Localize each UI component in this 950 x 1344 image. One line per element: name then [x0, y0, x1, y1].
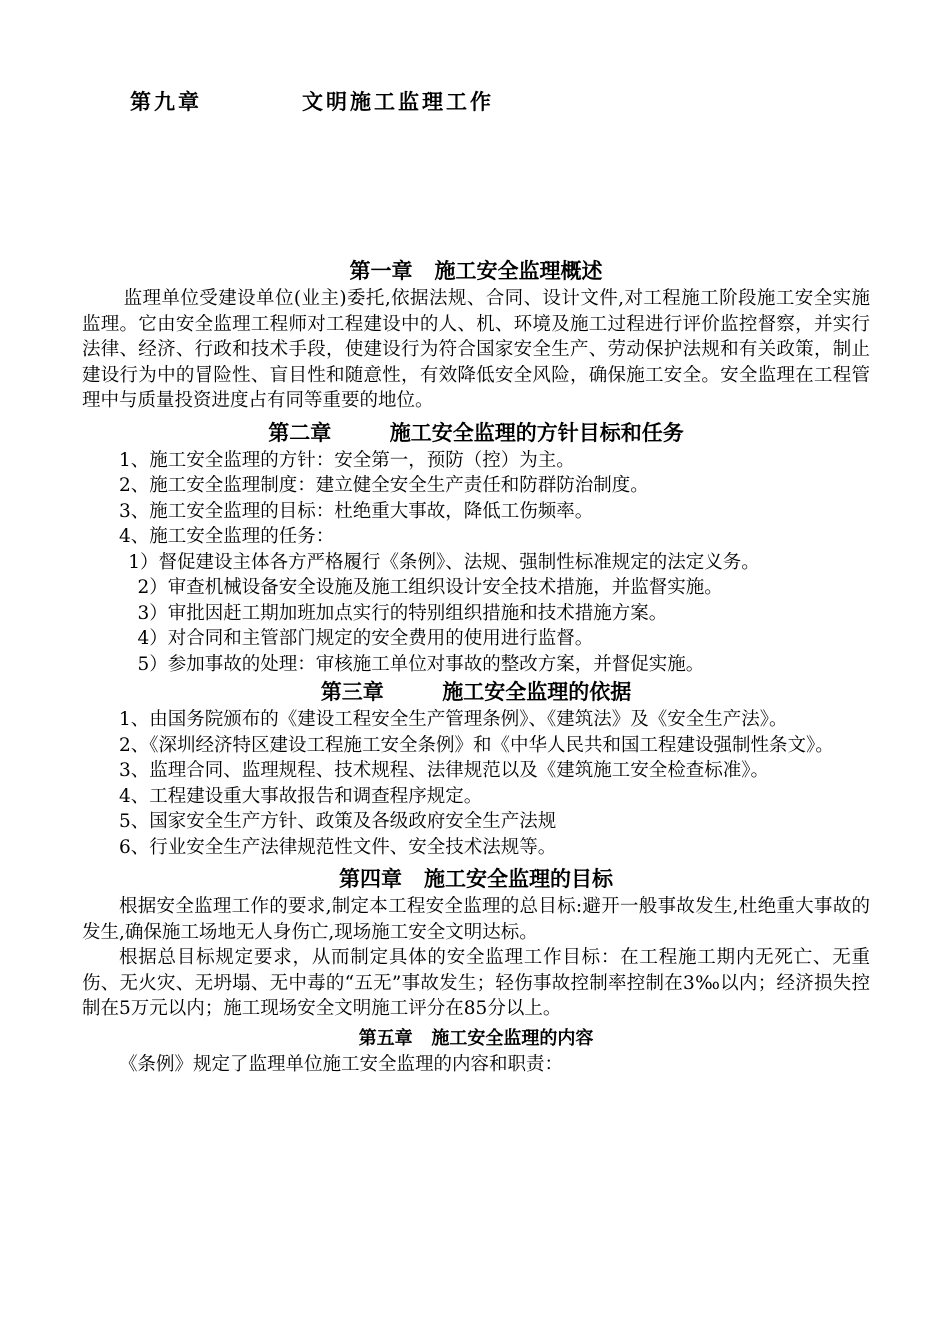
task-item: 1）督促建设主体各方严格履行《条例》、法规、强制性标准规定的法定义务。: [128, 551, 760, 573]
paragraph-ch1: 监理单位受建设单位(业主)委托,依据法规、合同、设计文件,对工程施工阶段施工安全实施监理。它由安全监理工程师对工程建设中的人、机、环境及施工过程进行评价监控督察，并实行法律、经济、行政和技术手段，使建设行为符合国家安全生产、劳动保护法规和有关政策，制止建设行为中的冒险性、盲目性和随意性，有效降低安全风险，确保施工安全。安全监理在工程管理中与质量投资进度占有同等重要的地位。: [82, 288, 870, 411]
list-item: 1、施工安全监理的方针：安全第一，预防（控）为主。: [119, 449, 575, 471]
list-item: 6、行业安全生产法律规范性文件、安全技术法规等。: [119, 836, 557, 858]
list-item: 4、施工安全监理的任务：: [119, 526, 335, 547]
heading-ch3: 第三章 施工安全监理的依据: [320, 680, 632, 704]
document-title: [130, 86, 494, 116]
task-item: 3）审批因赶工期加班加点实行的特别组织措施和技术措施方案。: [137, 602, 668, 624]
paragraph: 《条例》规定了监理单位施工安全监理的内容和职责：: [119, 1053, 564, 1075]
heading-ch4: 第四章 施工安全监理的目标: [339, 867, 613, 891]
chapter-title: 文明施工监理工作: [302, 89, 494, 114]
chapter-label: 第九章: [130, 89, 202, 114]
paragraph: 根据安全监理工作的要求,制定本工程安全监理的总目标:避开一般事故发生,杜绝重大事故的发生,确保施工场地无人身伤亡,现场施工安全文明达标。: [82, 896, 870, 943]
document-body: [82, 256, 870, 1077]
list-item: 5、国家安全生产方针、政策及各级政府安全生产法规: [119, 811, 557, 832]
heading-ch5: 第五章 施工安全监理的内容: [358, 1027, 594, 1049]
list-item: 1、由国务院颁布的《建设工程安全生产管理条例》、《建筑法》及《安全生产法》。: [119, 709, 788, 730]
list-item: 4、工程建设重大事故报告和调查程序规定。: [119, 785, 483, 807]
task-item: 4）对合同和主管部门规定的安全费用的使用进行监督。: [137, 628, 594, 649]
list-item: 3、监理合同、监理规程、技术规程、法律规范以及《建筑施工安全检查标准》。: [119, 760, 770, 781]
paragraph: 根据总目标规定要求，从而制定具体的安全监理工作目标：在工程施工期内无死亡、无重伤、无火灾、无坍塌、无中毒的“五无”事故发生；轻伤事故控制率控制在3‰以内；经济损失控制在5万元以内；施工现场安全文明施工评分在85分以上。: [82, 947, 870, 1019]
task-item: 2）审查机械设备安全设施及施工组织设计安全技术措施，并监督实施。: [137, 577, 723, 598]
list-item: 2、《深圳经济特区建设工程施工安全条例》和《中华人民共和国工程建设强制性条文》。: [119, 734, 834, 756]
list-item: 3、施工安全监理的目标：杜绝重大事故，降低工伤频率。: [119, 500, 594, 522]
task-item: 5）参加事故的处理：审核施工单位对事故的整改方案，并督促实施。: [137, 653, 705, 675]
heading-ch2: 第二章 施工安全监理的方针目标和任务: [268, 420, 684, 445]
heading-ch1: 第一章 施工安全监理概述: [349, 259, 603, 283]
list-item: 2、施工安全监理制度：建立健全安全生产责任和防群防治制度。: [119, 475, 649, 496]
